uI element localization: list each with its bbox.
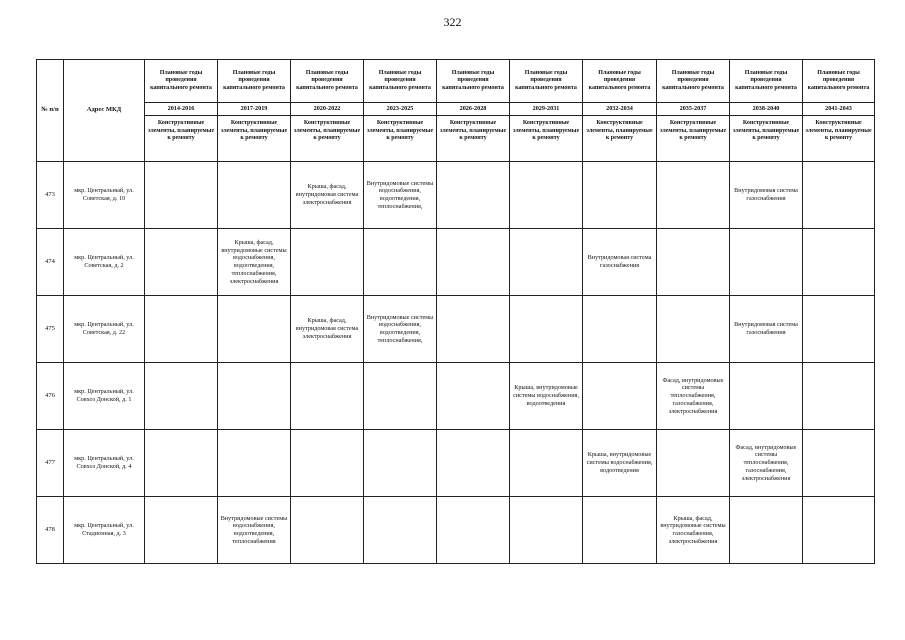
row-number: 477: [37, 430, 64, 497]
row-cell: [510, 430, 583, 497]
row-cell: Крыша, внутридомовые системы водоснабжения, водоотведения: [583, 430, 657, 497]
row-cell: Внутридомовая система газоснабжения: [730, 296, 803, 363]
header-row-plan: [37, 60, 875, 103]
row-cell: Крыша, фасад, внутридомовая система электроснабжения: [291, 162, 364, 229]
header-element-label: Конструктивные элементы, планируемые к ремонту: [364, 116, 437, 162]
row-cell: [218, 162, 291, 229]
row-address: мкр. Центральный, ул. Советская, д. 10: [64, 162, 145, 229]
row-cell: [437, 229, 510, 296]
header-period: 2014-2016: [145, 103, 218, 116]
header-plan-label: Плановые годы проведения капитального ремонта: [145, 60, 218, 103]
header-element-label: Конструктивные элементы, планируемые к ремонту: [730, 116, 803, 162]
row-address: мкр. Центральный, ул. Советская, д. 2: [64, 229, 145, 296]
header-period: 2032-2034: [583, 103, 657, 116]
header-address: Адрес МКД: [64, 60, 145, 162]
row-cell: [145, 497, 218, 564]
row-cell: [364, 363, 437, 430]
row-number: 476: [37, 363, 64, 430]
row-address: мкр. Центральный, ул. Совхоз Донской, д. 1: [64, 363, 145, 430]
row-cell: [803, 296, 875, 363]
header-element-label: Конструктивные элементы, планируемые к ремонту: [803, 116, 875, 162]
header-plan-label: Плановые годы проведения капитального ремонта: [657, 60, 730, 103]
capital-repair-table: [36, 59, 875, 564]
header-element-label: Конструктивные элементы, планируемые к ремонту: [218, 116, 291, 162]
row-cell: [437, 296, 510, 363]
row-cell: Крыша, фасад, внутридомовые системы газоснабжения, электроснабжения: [657, 497, 730, 564]
row-cell: [583, 497, 657, 564]
header-plan-label: Плановые годы проведения капитального ремонта: [510, 60, 583, 103]
header-plan-label: Плановые годы проведения капитального ремонта: [437, 60, 510, 103]
row-cell: [730, 363, 803, 430]
row-cell: [657, 162, 730, 229]
row-cell: [583, 363, 657, 430]
row-cell: Крыша, фасад, внутридомовые системы водоснабжения, водоотведения, теплоснабжения, электроснабжения: [218, 229, 291, 296]
row-cell: [583, 296, 657, 363]
row-cell: [145, 363, 218, 430]
row-cell: Внутридомовые системы водоснабжения, водоотведения, теплоснабжения: [218, 497, 291, 564]
header-period: 2029-2031: [510, 103, 583, 116]
row-cell: Фасад, внутридомовые системы теплоснабжения, газоснабжения, электроснабжения: [730, 430, 803, 497]
header-period: 2023-2025: [364, 103, 437, 116]
header-element-label: Конструктивные элементы, планируемые к ремонту: [657, 116, 730, 162]
row-cell: Фасад, внутридомовые системы теплоснабжения, газоснабжения, электроснабжения: [657, 363, 730, 430]
header-row-periods: [37, 103, 875, 116]
row-cell: [730, 229, 803, 296]
row-number: 475: [37, 296, 64, 363]
header-num: № п/п: [37, 60, 64, 162]
row-cell: [510, 229, 583, 296]
row-cell: [218, 430, 291, 497]
row-cell: [510, 296, 583, 363]
row-cell: Внутридомовая система газоснабжения: [583, 229, 657, 296]
table-row: [37, 497, 875, 564]
row-address: мкр. Центральный, ул. Советская, д. 22: [64, 296, 145, 363]
header-plan-label: Плановые годы проведения капитального ремонта: [291, 60, 364, 103]
row-cell: [291, 497, 364, 564]
row-cell: [218, 363, 291, 430]
row-cell: [657, 229, 730, 296]
header-plan-label: Плановые годы проведения капитального ремонта: [803, 60, 875, 103]
row-cell: [291, 363, 364, 430]
table-row: [37, 229, 875, 296]
header-element-label: Конструктивные элементы, планируемые к ремонту: [291, 116, 364, 162]
row-cell: [730, 497, 803, 564]
header-element-label: Конструктивные элементы, планируемые к ремонту: [510, 116, 583, 162]
table-row: [37, 296, 875, 363]
row-cell: [364, 497, 437, 564]
header-plan-label: Плановые годы проведения капитального ремонта: [364, 60, 437, 103]
row-address: мкр. Центральный, ул. Стадионная, д. 3: [64, 497, 145, 564]
header-row-elements: [37, 116, 875, 162]
row-cell: Крыша, фасад, внутридомовая система электроснабжения: [291, 296, 364, 363]
row-number: 474: [37, 229, 64, 296]
row-number: 478: [37, 497, 64, 564]
header-period: 2041-2043: [803, 103, 875, 116]
table-row: [37, 363, 875, 430]
row-cell: [583, 162, 657, 229]
header-period: 2038-2040: [730, 103, 803, 116]
row-cell: [437, 430, 510, 497]
row-cell: [657, 430, 730, 497]
row-cell: Крыша, внутридомовые системы водоснабжения, водоотведения: [510, 363, 583, 430]
row-cell: [145, 229, 218, 296]
row-cell: [291, 229, 364, 296]
row-cell: [657, 296, 730, 363]
header-period: 2035-2037: [657, 103, 730, 116]
table-row: [37, 430, 875, 497]
row-cell: Внутридомовые системы водоснабжения, водоотведения, теплоснабжения,: [364, 296, 437, 363]
header-plan-label: Плановые годы проведения капитального ремонта: [218, 60, 291, 103]
header-period: 2017-2019: [218, 103, 291, 116]
row-cell: [510, 497, 583, 564]
header-element-label: Конструктивные элементы, планируемые к ремонту: [583, 116, 657, 162]
header-plan-label: Плановые годы проведения капитального ремонта: [730, 60, 803, 103]
row-cell: Внутридомовые системы водоснабжения, водоотведения, теплоснабжения,: [364, 162, 437, 229]
row-cell: [803, 162, 875, 229]
row-cell: [803, 430, 875, 497]
row-cell: [145, 296, 218, 363]
row-cell: [437, 363, 510, 430]
row-cell: [364, 430, 437, 497]
row-cell: [145, 430, 218, 497]
row-cell: [510, 162, 583, 229]
row-cell: [218, 296, 291, 363]
page-number: 322: [443, 15, 462, 29]
header-period: 2026-2028: [437, 103, 510, 116]
row-address: мкр. Центральный, ул. Совхоз Донской, д. 4: [64, 430, 145, 497]
header-period: 2020-2022: [291, 103, 364, 116]
table-row: [37, 162, 875, 229]
row-cell: [291, 430, 364, 497]
row-cell: [145, 162, 218, 229]
header-plan-label: Плановые годы проведения капитального ремонта: [583, 60, 657, 103]
row-cell: [803, 497, 875, 564]
row-cell: [803, 363, 875, 430]
row-cell: [437, 497, 510, 564]
row-cell: [437, 162, 510, 229]
row-number: 473: [37, 162, 64, 229]
header-element-label: Конструктивные элементы, планируемые к ремонту: [437, 116, 510, 162]
row-cell: [803, 229, 875, 296]
row-cell: Внутридомовая система газоснабжения: [730, 162, 803, 229]
header-element-label: Конструктивные элементы, планируемые к ремонту: [145, 116, 218, 162]
row-cell: [364, 229, 437, 296]
